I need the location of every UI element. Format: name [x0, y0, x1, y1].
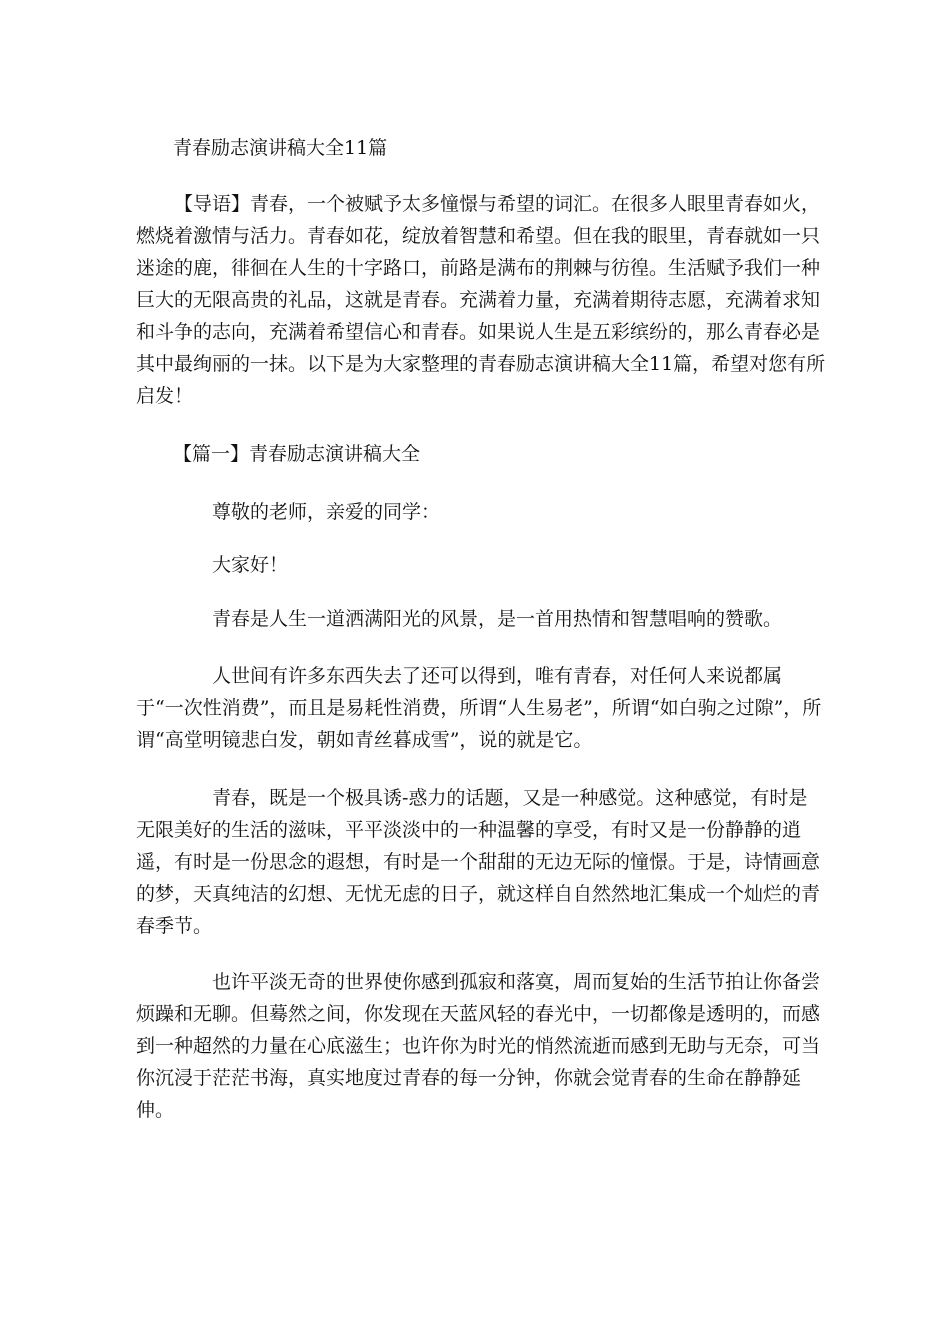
document-title: 青春励志演讲稿大全11篇 — [173, 137, 388, 159]
body-paragraph: 青春，既是一个极具诱-惑力的话题，又是一种感觉。这种感觉，有时是无限美好的生活的滋味，平平淡淡中的一种温馨的享受，有时又是一份静静的逍遥，有时是一份思念的遐想，有时是一个甜甜的无边无际的憧憬。于是，诗情画意的梦，天真纯洁的幻想、无忧无虑的日子，就这样自自然然地汇集成一个灿烂的青春季节。 — [136, 787, 821, 937]
greeting: 大家好！ — [212, 554, 289, 576]
body-paragraph: 人世间有许多东西失去了还可以得到，唯有青春，对任何人来说都属于“一次性消费”，而且是易耗性消费，所谓“人生易老”，所谓“如白驹之过隙”，所谓“高堂明镜悲白发，朝如青丝暮成雪”，说的就是它。 — [136, 665, 822, 751]
section-heading: 【篇一】青春励志演讲稿大全 — [173, 443, 421, 465]
intro-paragraph: 【导语】青春，一个被赋予太多憧憬与希望的词汇。在很多人眼里青春如火，燃烧着激情与活力。青春如花，绽放着智慧和希望。但在我的眼里，青春就如一只迷途的鹿，徘徊在人生的十字路口，前路是满布的荆棘与彷徨。生活赋予我们一种巨大的无限高贵的礼品，这就是青春。充满着力量，充满着期待志愿，充满着求知和斗争的志向，充满着希望信心和青春。如果说人生是五彩缤纷的，那么青春必是其中最绚丽的一抹。以下是为大家整理的青春励志演讲稿大全11篇，希望对您有所启发！ — [136, 193, 826, 407]
salutation: 尊敬的老师，亲爱的同学： — [212, 501, 441, 523]
body-paragraph: 也许平淡无奇的世界使你感到孤寂和落寞，周而复始的生活节拍让你备尝烦躁和无聊。但蓦然之间，你发现在天蓝风轻的春光中，一切都像是透明的，而感到一种超然的力量在心底滋生；也许你为时光的悄然流逝而感到无助与无奈，可当你沉浸于茫茫书海，真实地度过青春的每一分钟，你就会觉青春的生命在静静延伸。 — [136, 971, 821, 1121]
body-paragraph: 青春是人生一道洒满阳光的风景，是一首用热情和智慧唱响的赞歌。 — [212, 608, 783, 630]
